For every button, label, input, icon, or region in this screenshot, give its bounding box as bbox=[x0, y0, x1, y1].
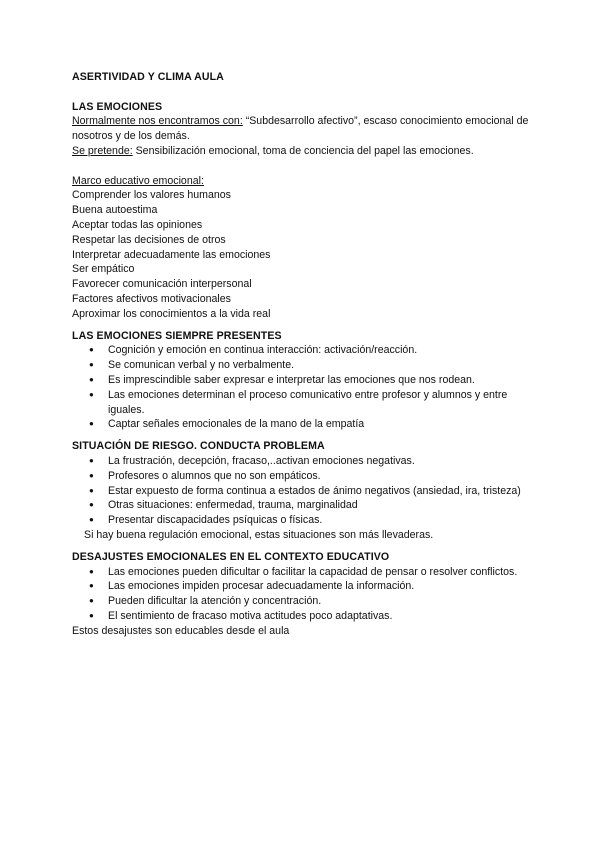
marco-item: Buena autoestima bbox=[72, 204, 158, 217]
list-item: ● Estar expuesto de forma continua a estados de ánimo negativos (ansiedad, ira, tristeza) bbox=[72, 484, 542, 499]
list-item: ● Presentar discapacidades psíquicas o físicas. bbox=[72, 513, 542, 528]
marco-item: Comprender los valores humanos bbox=[72, 189, 231, 202]
text-encontramos: “Subdesarrollo afectivo”, escaso conocimiento emocional de nosotros y de los demás. bbox=[72, 115, 529, 143]
marco-item: Aceptar todas las opiniones bbox=[72, 218, 203, 231]
document-title: ASERTIVIDAD Y CLIMA AULA bbox=[72, 71, 224, 83]
list-item: ● El sentimiento de fracaso motiva actitudes poco adaptativas. bbox=[72, 609, 542, 624]
riesgo-list bbox=[72, 454, 542, 528]
section-heading-desajustes: DESAJUSTES EMOCIONALES EN EL CONTEXTO EDUCATIVO bbox=[72, 550, 390, 563]
label-pretende: Se pretende: bbox=[72, 144, 133, 157]
list-item: ● Pueden dificultar la atención y concentración. bbox=[72, 594, 542, 609]
list-item: ● Otras situaciones: enfermedad, trauma, marginalidad bbox=[72, 498, 542, 513]
section-heading-presentes: LAS EMOCIONES SIEMPRE PRESENTES bbox=[72, 329, 282, 342]
marco-item: Respetar las decisiones de otros bbox=[72, 233, 226, 246]
desajustes-note: Estos desajustes son educables desde el aula bbox=[72, 624, 290, 637]
document-page bbox=[72, 70, 542, 638]
list-item: ● La frustración, decepción, fracaso,..activan emociones negativas. bbox=[72, 454, 542, 469]
marco-item: Ser empático bbox=[72, 263, 135, 276]
marco-item: Factores afectivos motivacionales bbox=[72, 292, 231, 305]
marco-item: Favorecer comunicación interpersonal bbox=[72, 278, 252, 291]
list-item: ● Captar señales emocionales de la mano de la empatía bbox=[72, 417, 542, 432]
label-encontramos: Normalmente nos encontramos con: bbox=[72, 115, 243, 128]
marco-heading: Marco educativo emocional: bbox=[72, 174, 204, 187]
list-item: ● Se comunican verbal y no verbalmente. bbox=[72, 358, 542, 373]
section-heading-emociones: LAS EMOCIONES bbox=[72, 100, 163, 113]
list-item: ● Es imprescindible saber expresar e interpretar las emociones que nos rodean. bbox=[72, 373, 542, 388]
list-item: ● Las emociones impiden procesar adecuadamente la información. bbox=[72, 579, 542, 594]
marco-item: Interpretar adecuadamente las emociones bbox=[72, 248, 271, 261]
text-pretende: Sensibilización emocional, toma de conciencia del papel las emociones. bbox=[132, 144, 474, 157]
marco-item: Aproximar los conocimientos a la vida real bbox=[72, 307, 271, 320]
list-item: ● Cognición y emoción en continua interacción: activación/reacción. bbox=[72, 343, 542, 358]
list-item: ● Las emociones pueden dificultar o facilitar la capacidad de pensar o resolver conflictos. bbox=[72, 565, 542, 580]
riesgo-note: Si hay buena regulación emocional, estas situaciones son más llevaderas. bbox=[84, 528, 434, 541]
section-heading-riesgo: SITUACIÓN DE RIESGO. CONDUCTA PROBLEMA bbox=[72, 440, 325, 453]
paragraph-encontramos bbox=[72, 114, 542, 144]
desajustes-list bbox=[72, 565, 542, 624]
presentes-list bbox=[72, 343, 542, 432]
list-item: ● Las emociones determinan el proceso comunicativo entre profesor y alumnos y entre iguales. bbox=[72, 388, 542, 418]
list-item: ● Profesores o alumnos que no son empáticos. bbox=[72, 469, 542, 484]
paragraph-pretende bbox=[72, 144, 542, 159]
